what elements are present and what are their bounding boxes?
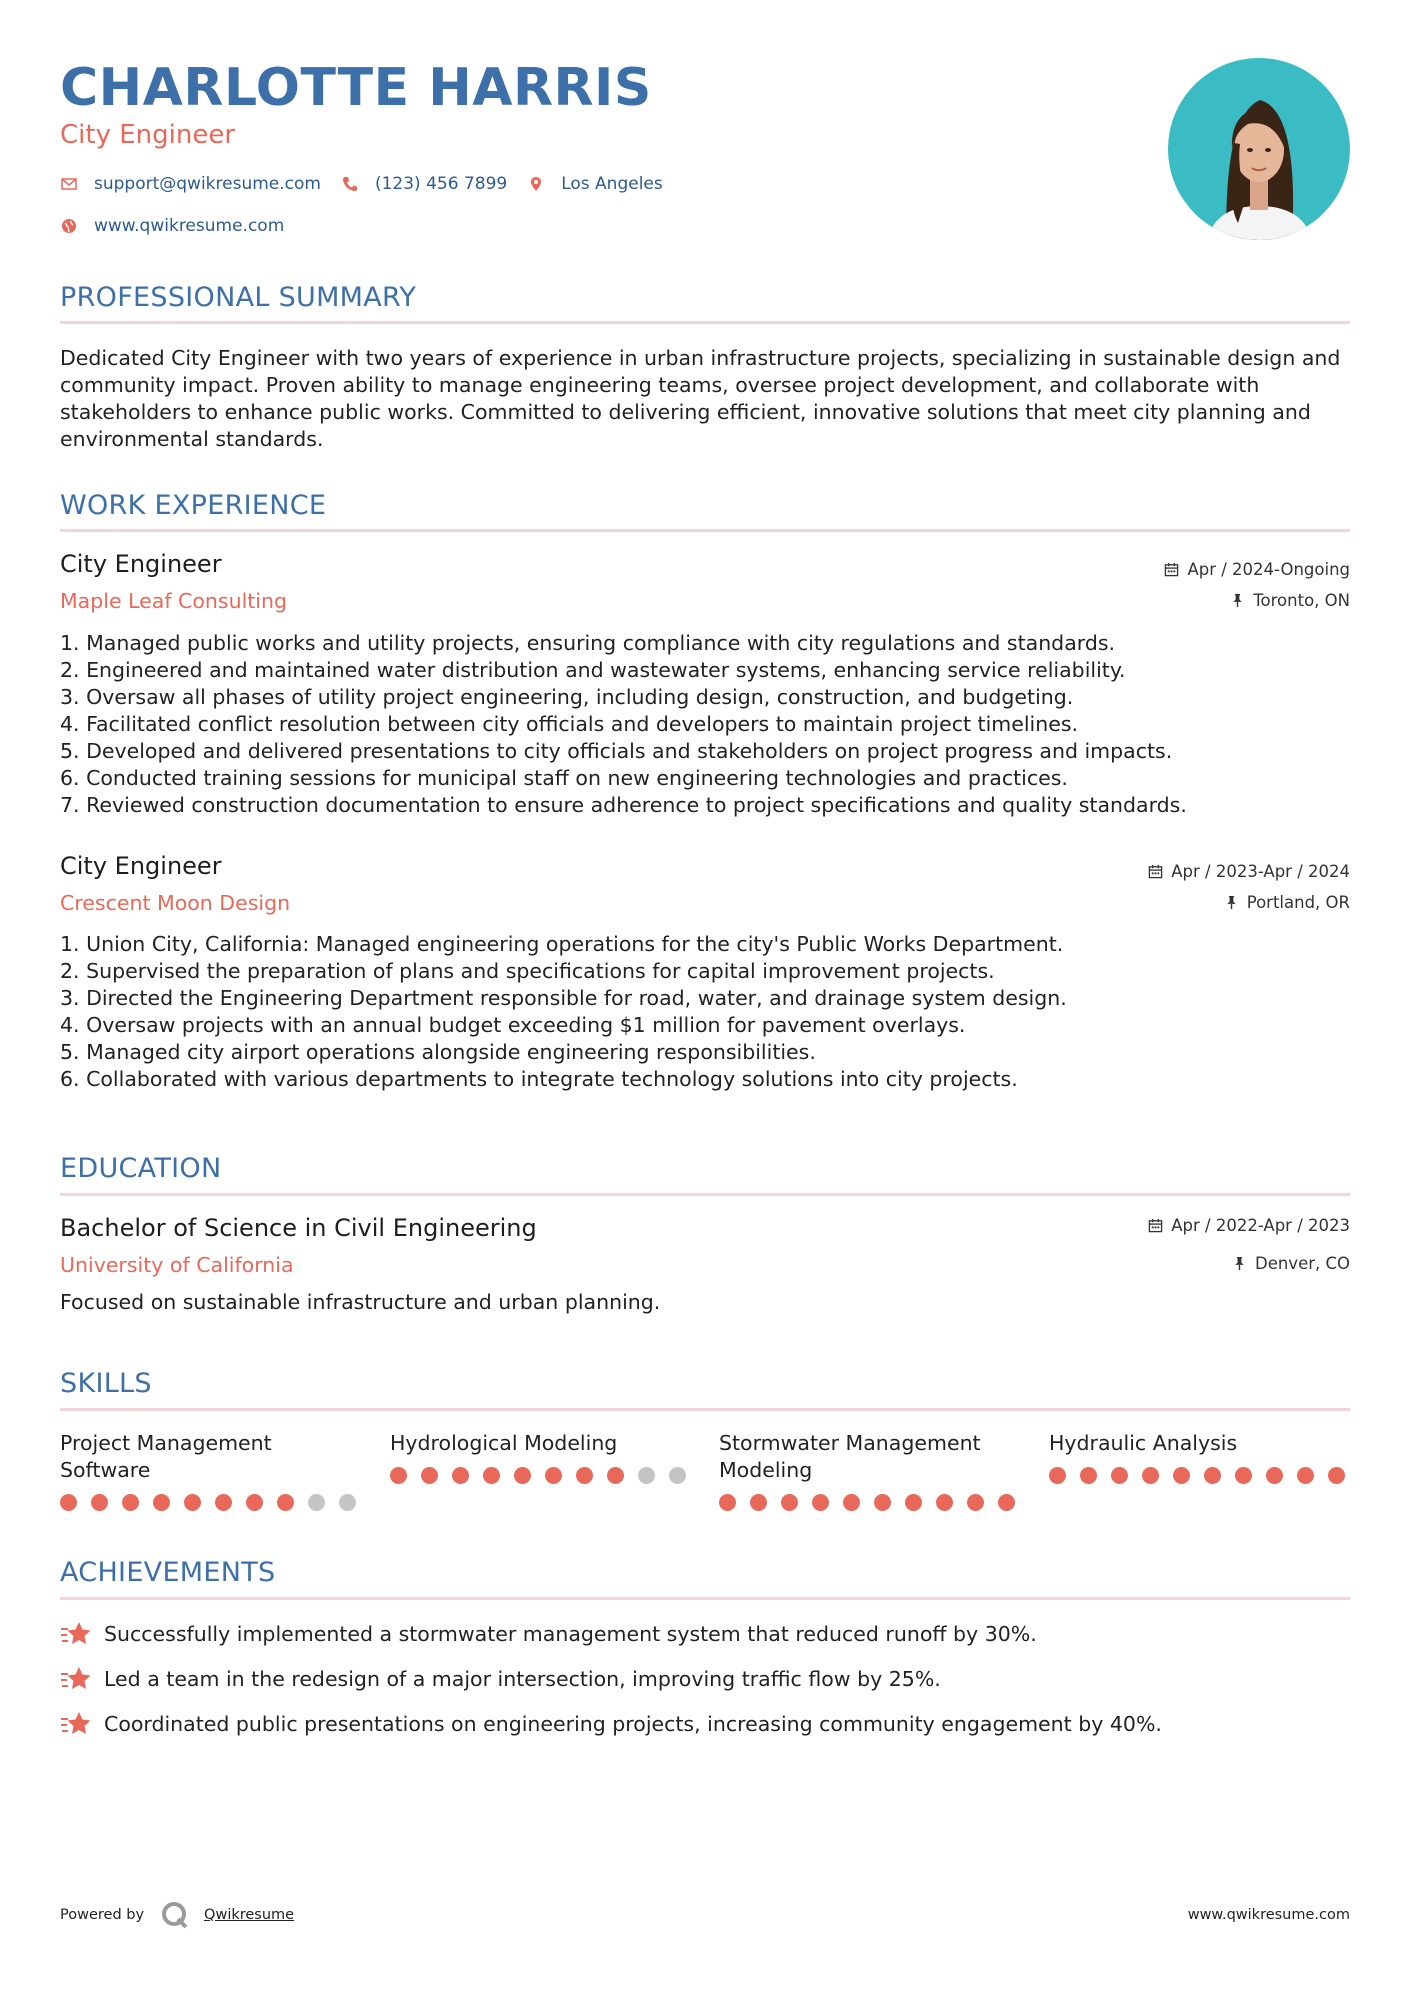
candidate-role: City Engineer: [60, 120, 236, 150]
calendar-icon: [1148, 1218, 1163, 1233]
list-item: 5. Developed and delivered presentations to city officials and stakeholders on project progress and impacts.: [60, 739, 1173, 763]
email-text: support@qwikresume.com: [94, 174, 321, 194]
rating-dot-filled: [153, 1494, 170, 1511]
rating-dot-filled: [246, 1494, 263, 1511]
experience-section-title: WORK EXPERIENCE: [60, 490, 327, 521]
education-dates-text: Apr / 2022-Apr / 2023: [1171, 1216, 1350, 1235]
rating-dot-filled: [483, 1467, 500, 1484]
education-dates: [1148, 1216, 1350, 1235]
rating-dot-filled: [91, 1494, 108, 1511]
achievement-item: [60, 1665, 941, 1693]
job-bullet-list: [60, 630, 1350, 819]
avatar: [1168, 58, 1350, 240]
list-item: 7. Reviewed construction documentation to ensure adherence to project specifications and quality standards.: [60, 793, 1187, 817]
rating-dot-filled: [936, 1494, 953, 1511]
rating-dot-filled: [1235, 1467, 1252, 1484]
rating-dot-filled: [905, 1494, 922, 1511]
rating-dot-filled: [719, 1494, 736, 1511]
job-company: Crescent Moon Design: [60, 891, 291, 915]
job-location: [1230, 591, 1350, 610]
rating-dot-filled: [1111, 1467, 1128, 1484]
rating-dot-filled: [843, 1494, 860, 1511]
section-divider: [60, 1193, 1350, 1196]
footer-website[interactable]: www.qwikresume.com: [1187, 1907, 1350, 1923]
skill-rating: [719, 1494, 1029, 1511]
footer-powered-by: [60, 1900, 294, 1930]
skills-section-title: SKILLS: [60, 1368, 152, 1399]
section-divider: [60, 1597, 1350, 1600]
rating-dot-filled: [390, 1467, 407, 1484]
rating-dot-filled: [607, 1467, 624, 1484]
list-item: 2. Supervised the preparation of plans and specifications for capital improvement projects.: [60, 959, 995, 983]
skill-rating: [390, 1467, 700, 1484]
list-item: 6. Collaborated with various departments to integrate technology solutions into city projects.: [60, 1067, 1018, 1091]
job-dates-text: Apr / 2023-Apr / 2024: [1171, 862, 1350, 881]
skill-name: Stormwater Management Modeling: [719, 1431, 981, 1482]
contact-row: [60, 174, 683, 194]
job-company: Maple Leaf Consulting: [60, 589, 288, 613]
rating-dot-empty: [308, 1494, 325, 1511]
rating-dot-filled: [1142, 1467, 1159, 1484]
rating-dot-filled: [514, 1467, 531, 1484]
rating-dot-filled: [1173, 1467, 1190, 1484]
rating-dot-filled: [1328, 1467, 1345, 1484]
phone-text: (123) 456 7899: [374, 174, 508, 194]
skill-name: Project Management Software: [60, 1431, 272, 1482]
list-item: 2. Engineered and maintained water distribution and wastewater systems, enhancing service reliability.: [60, 658, 1126, 682]
rating-dot-filled: [277, 1494, 294, 1511]
map-pin-icon: [527, 175, 545, 193]
rating-dot-filled: [750, 1494, 767, 1511]
job-location: [1224, 893, 1350, 912]
list-item: 1. Managed public works and utility projects, ensuring compliance with city regulations and standards.: [60, 631, 1116, 655]
rating-dot-filled: [122, 1494, 139, 1511]
rating-dot-filled: [576, 1467, 593, 1484]
section-divider: [60, 1408, 1350, 1411]
contact-email[interactable]: [60, 174, 321, 194]
star-icon: [60, 1665, 92, 1693]
pushpin-icon: [1232, 1256, 1247, 1271]
job-title: City Engineer: [60, 550, 222, 578]
education-location-text: Denver, CO: [1254, 1254, 1350, 1273]
website-text: www.qwikresume.com: [94, 216, 285, 236]
powered-by-text: Powered by: [60, 1907, 145, 1923]
rating-dot-filled: [421, 1467, 438, 1484]
rating-dot-filled: [1266, 1467, 1283, 1484]
job-title: City Engineer: [60, 852, 222, 880]
contact-location: [527, 174, 663, 194]
rating-dot-filled: [1204, 1467, 1221, 1484]
star-icon: [60, 1710, 92, 1738]
rating-dot-filled: [1297, 1467, 1314, 1484]
skill-rating: [1049, 1467, 1359, 1484]
pushpin-icon: [1230, 593, 1245, 608]
education-location: [1232, 1254, 1350, 1273]
contact-website[interactable]: [60, 216, 284, 236]
rating-dot-filled: [998, 1494, 1015, 1511]
skill-rating: [60, 1494, 370, 1511]
section-divider: [60, 529, 1350, 532]
portrait-illustration: [1168, 58, 1350, 240]
brand-link[interactable]: Qwikresume: [204, 1907, 295, 1923]
education-school: University of California: [60, 1253, 294, 1277]
rating-dot-empty: [669, 1467, 686, 1484]
skill-item: [719, 1430, 1019, 1484]
job-dates: [1164, 560, 1350, 579]
pushpin-icon: [1224, 895, 1239, 910]
job-location-text: Portland, OR: [1246, 893, 1350, 912]
rating-dot-filled: [1049, 1467, 1066, 1484]
rating-dot-filled: [545, 1467, 562, 1484]
list-item: 4. Facilitated conflict resolution between city officials and developers to maintain project timelines.: [60, 712, 1079, 736]
rating-dot-empty: [638, 1467, 655, 1484]
achievement-text: Coordinated public presentations on engineering projects, increasing community engagement by 40%.: [104, 1712, 1162, 1736]
achievement-item: [60, 1710, 1162, 1738]
rating-dot-filled: [184, 1494, 201, 1511]
phone-icon: [341, 175, 359, 193]
location-text: Los Angeles: [561, 174, 663, 194]
star-icon: [60, 1620, 92, 1648]
calendar-icon: [1148, 864, 1163, 879]
list-item: 3. Oversaw all phases of utility project engineering, including design, construction, and budgeting.: [60, 685, 1074, 709]
skill-name: Hydrological Modeling: [390, 1431, 618, 1455]
education-degree: Bachelor of Science in Civil Engineering: [60, 1214, 537, 1242]
rating-dot-filled: [1080, 1467, 1097, 1484]
job-dates: [1148, 862, 1350, 881]
achievements-section-title: ACHIEVEMENTS: [60, 1557, 276, 1588]
calendar-icon: [1164, 562, 1179, 577]
job-bullet-list: [60, 931, 1350, 1093]
list-item: 5. Managed city airport operations alongside engineering responsibilities.: [60, 1040, 816, 1064]
rating-dot-filled: [812, 1494, 829, 1511]
globe-icon: [60, 217, 78, 235]
skill-name: Hydraulic Analysis: [1049, 1431, 1238, 1455]
list-item: 6. Conducted training sessions for municipal staff on new engineering technologies and practices.: [60, 766, 1068, 790]
candidate-name: CHARLOTTE HARRIS: [60, 58, 652, 118]
list-item: 3. Directed the Engineering Department responsible for road, water, and drainage system design.: [60, 986, 1067, 1010]
job-dates-text: Apr / 2024-Ongoing: [1187, 560, 1350, 579]
qwikresume-logo-icon: [160, 1900, 190, 1930]
skill-item: [390, 1430, 690, 1457]
achievement-item: [60, 1620, 1037, 1648]
envelope-icon: [60, 175, 78, 193]
list-item: 1. Union City, California: Managed engineering operations for the city's Public Works Department.: [60, 932, 1064, 956]
skill-item: [60, 1430, 360, 1484]
rating-dot-filled: [781, 1494, 798, 1511]
rating-dot-empty: [339, 1494, 356, 1511]
achievement-text: Led a team in the redesign of a major intersection, improving traffic flow by 25%.: [104, 1667, 941, 1691]
rating-dot-filled: [215, 1494, 232, 1511]
education-section-title: EDUCATION: [60, 1153, 222, 1184]
skill-item: [1049, 1430, 1349, 1457]
resume-page: [60, 0, 1350, 1990]
rating-dot-filled: [874, 1494, 891, 1511]
education-description: Focused on sustainable infrastructure and urban planning.: [60, 1290, 661, 1314]
summary-text: Dedicated City Engineer with two years of experience in urban infrastructure projects, specializing in sustainable design and community impact. Proven ability to manage engineering teams, oversee project development, and collaborate with stakeholders to enhance public works. Committed to delivering efficient, innovative solutions that meet city planning and environmental standards.: [60, 346, 1341, 451]
list-item: 4. Oversaw projects with an annual budget exceeding $1 million for pavement overlays.: [60, 1013, 966, 1037]
summary-section-title: PROFESSIONAL SUMMARY: [60, 282, 417, 313]
achievement-text: Successfully implemented a stormwater management system that reduced runoff by 30%.: [104, 1622, 1037, 1646]
contact-row-website: [60, 216, 304, 236]
rating-dot-filled: [967, 1494, 984, 1511]
rating-dot-filled: [60, 1494, 77, 1511]
job-location-text: Toronto, ON: [1253, 591, 1350, 610]
contact-phone[interactable]: [341, 174, 507, 194]
rating-dot-filled: [452, 1467, 469, 1484]
section-divider: [60, 321, 1350, 324]
